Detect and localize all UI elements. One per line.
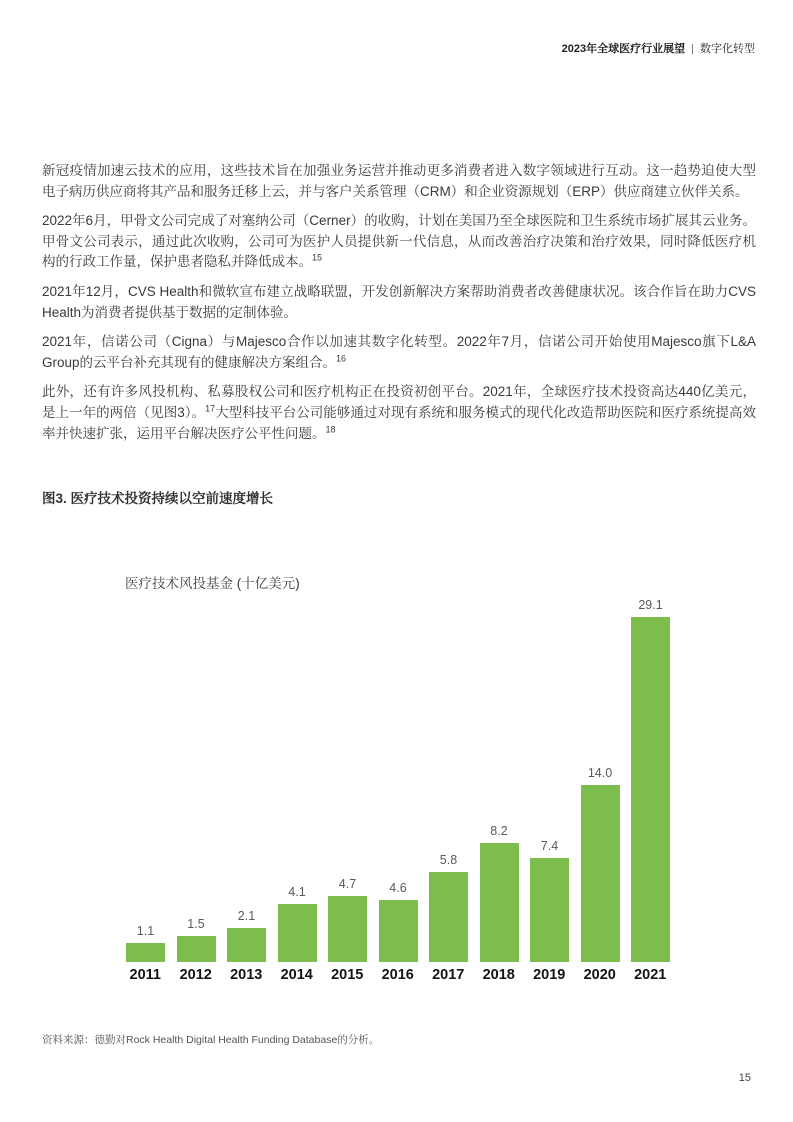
bar-group	[480, 824, 519, 962]
figure-title: 图3. 医疗技术投资持续以空前速度增长	[42, 491, 274, 506]
bar-group	[227, 909, 266, 962]
bar-group	[631, 598, 670, 962]
footnote-ref: 15	[312, 252, 323, 263]
x-axis-tick-label: 2020	[583, 967, 616, 983]
x-axis-tick-label: 2016	[381, 967, 414, 983]
x-axis-tick-label: 2018	[482, 967, 515, 983]
bar	[328, 896, 367, 962]
bar-value-label: 5.8	[439, 853, 458, 867]
bar-group	[328, 877, 367, 962]
bar-value-label: 4.6	[389, 881, 407, 895]
bar	[177, 936, 216, 962]
bar-value-label: 8.2	[490, 824, 508, 838]
x-axis-tick-label: 2021	[634, 967, 667, 983]
x-axis-tick-label: 2015	[331, 967, 364, 983]
header-separator: |	[691, 43, 694, 55]
x-axis-tick-label: 2019	[533, 967, 566, 983]
x-axis-tick-label: 2011	[129, 967, 161, 983]
header-report-title: 2023年全球医疗行业展望	[561, 43, 686, 55]
paragraph: 新冠疫情加速云技术的应用，这些技术旨在加强业务运营并推动更多消费者进入数字领域进行互动。这一趋势迫使大型电子病历供应商将其产品和服务迁移上云，并与客户关系管理（CRM）和企业资源规划（ERP）供应商建立伙伴关系。	[42, 163, 756, 199]
bar-value-label: 1.1	[136, 924, 155, 938]
bar-value-label: 7.4	[540, 839, 559, 853]
paragraphs	[42, 161, 756, 453]
chart-years	[120, 967, 676, 983]
x-axis-tick-label: 2017	[432, 967, 465, 983]
x-axis-tick-label: 2013	[230, 967, 263, 983]
bar	[379, 900, 418, 962]
x-axis-tick-label: 2012	[179, 967, 212, 983]
paragraph: 2021年，信诺公司（Cigna）与Majesco合作以加速其数字化转型。2022年7月，信诺公司开始使用Majesco旗下L&A Group的云平台补充其现有的健康解决方案组合。$^{16}$	[42, 334, 756, 370]
paragraph: 此外，还有许多风投机构、私募股权公司和医疗机构正在投资初创平台。2021年，全球医疗技术投资高达440亿美元，是上一年的两倍（见图3）。$^{17}$大型科技平台公司能够通过对现有系统和服务模式的现代化改造帮助医院和医疗系统提高效率并快速扩张，运用平台解决医疗公平性问题。$^{18}$	[42, 384, 756, 441]
footnote-ref: 17	[205, 403, 216, 414]
bar-group	[530, 839, 569, 962]
bar	[530, 858, 569, 962]
bar-group	[278, 885, 317, 962]
x-axis-tick-label: 2014	[280, 967, 313, 983]
bar-value-label: 4.7	[338, 877, 357, 891]
page-number: 15	[738, 1072, 751, 1084]
bar	[631, 617, 670, 962]
paragraph: 2022年6月，甲骨文公司完成了对塞纳公司（Cerner）的收购，计划在美国乃至全球医院和卫生系统市场扩展其云业务。甲骨文公司表示，通过此次收购，公司可为医护人员提供新一代信息，从而改善治疗决策和治疗效果，同时降低医疗机构的行政工作量，保护患者隐私并降低成本。$^{15}$	[42, 213, 756, 270]
paragraph: 2021年12月，CVS Health和微软宣布建立战略联盟，开发创新解决方案帮助消费者改善健康状况。该合作旨在助力CVS Health为消费者提供基于数据的定制体验。	[42, 283, 756, 320]
bar	[480, 843, 519, 962]
header-chapter-title: 数字化转型	[700, 43, 755, 55]
chart-bars	[126, 598, 670, 962]
bar-group	[581, 766, 620, 962]
page-header	[562, 40, 755, 56]
chart-title: 医疗技术风投基金 (十亿美元)	[125, 576, 300, 591]
bar-group	[429, 853, 468, 962]
bar-value-label: 29.1	[638, 598, 663, 612]
bar-group	[177, 917, 216, 962]
bar	[126, 943, 165, 962]
footnote-ref: 16	[336, 353, 347, 364]
footnote-ref: 18	[325, 424, 336, 435]
source-note: 资料来源：德勤对Rock Health Digital Health Funding Database的分析。	[42, 1034, 380, 1046]
bar-value-label: 4.1	[288, 885, 306, 899]
bar	[581, 785, 620, 962]
bar-value-label: 1.5	[187, 917, 205, 931]
bar	[429, 872, 468, 962]
bar-value-label: 2.1	[237, 909, 256, 923]
bar-group	[379, 881, 418, 962]
bar-value-label: 14.0	[587, 766, 613, 780]
bar	[278, 904, 317, 962]
bar	[227, 928, 266, 962]
bar-group	[126, 924, 165, 962]
